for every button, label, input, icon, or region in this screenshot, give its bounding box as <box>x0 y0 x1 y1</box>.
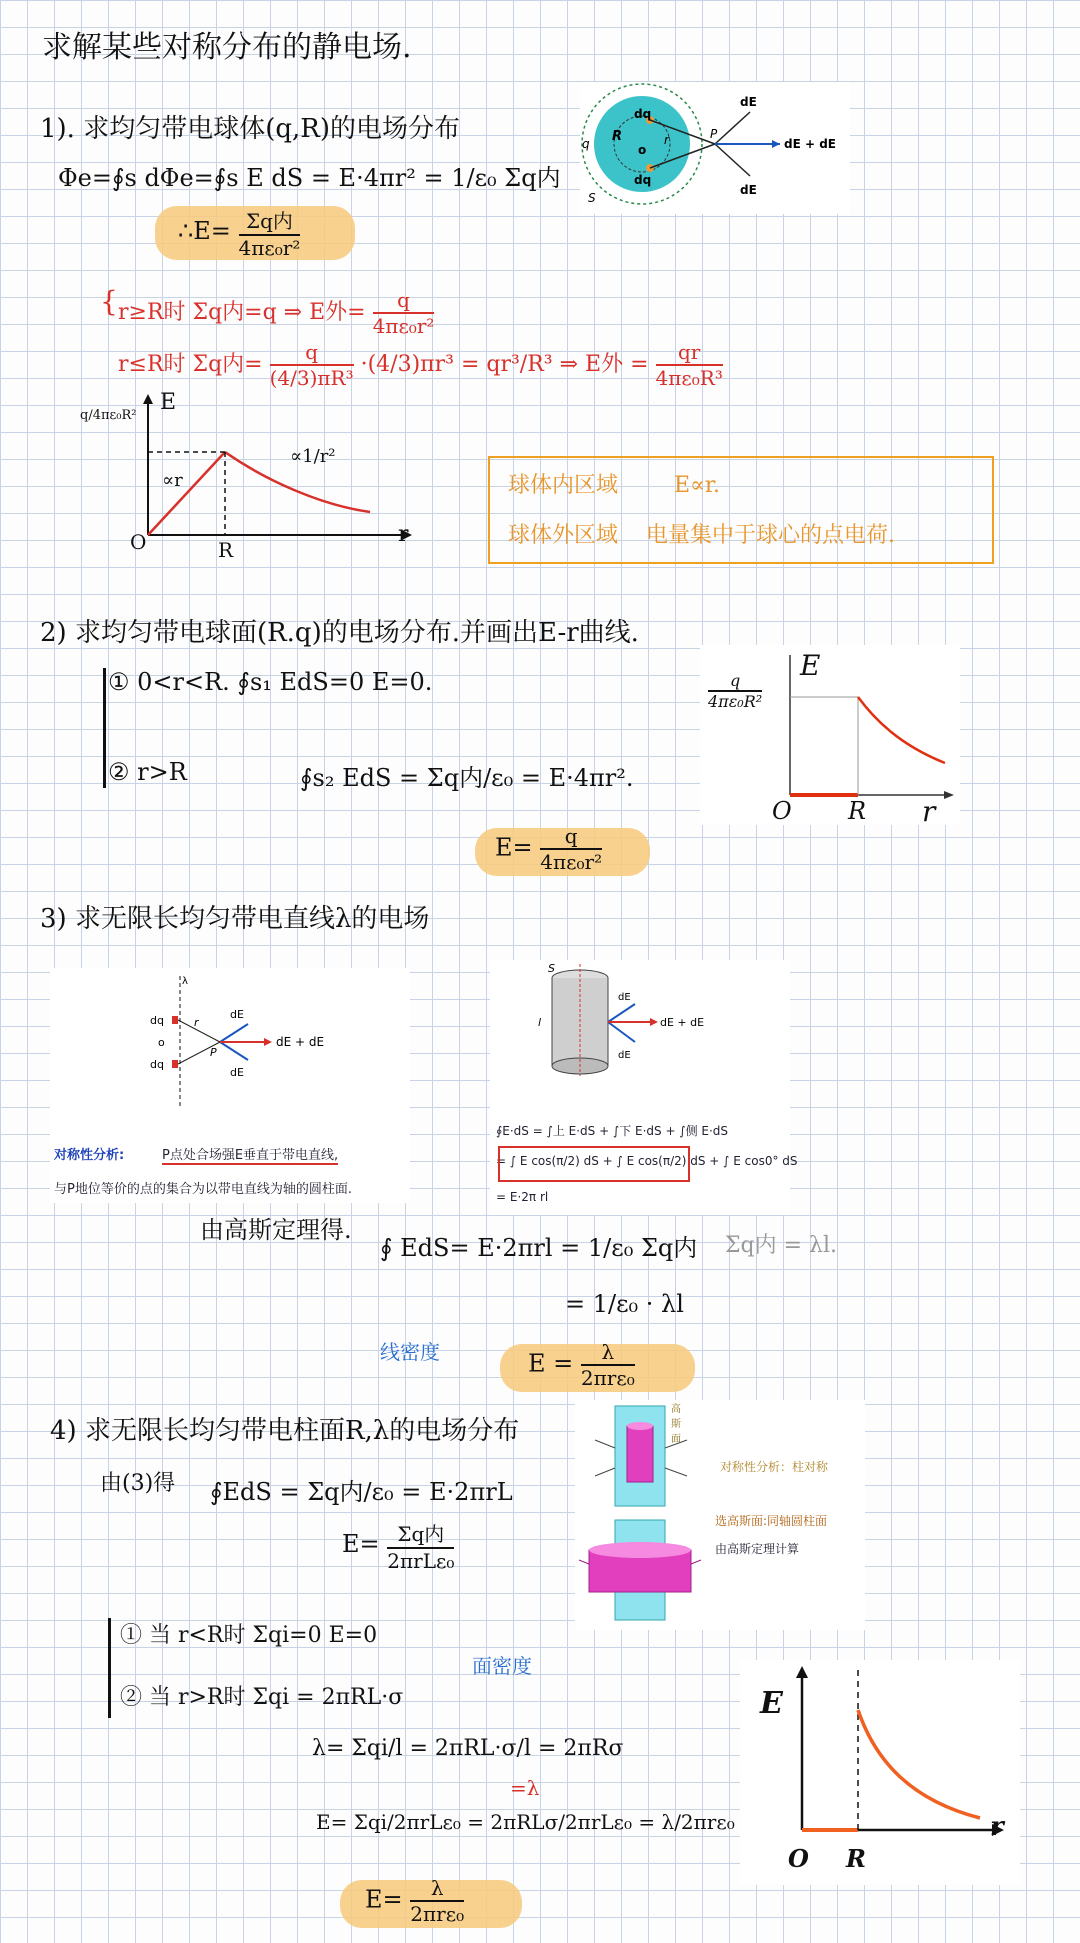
s1-fig-P: P <box>710 127 718 141</box>
s4-brace <box>108 1618 111 1718</box>
s1-heading: 1). 求均匀带电球体(q,R)的电场分布 <box>40 114 460 144</box>
s3-sym-text2: 与P地位等价的点的集合为以带电直线为轴的圆柱面. <box>54 1182 352 1197</box>
s3-fig-dE2: dE <box>230 1066 244 1079</box>
s1-fig-dE1: dE <box>740 95 757 109</box>
s2-graph-r: r <box>922 795 936 828</box>
s4-heading: 4) 求无限长均匀带电柱面R,λ的电场分布 <box>50 1416 520 1446</box>
s1-fig-S: S <box>588 191 596 205</box>
s4-graph <box>740 1660 1020 1885</box>
s3-integral2: = ∫ E cos(π/2) dS + ∫ E cos(π/2) dS + ∫ E cos0° dS <box>496 1154 798 1168</box>
s3-cylinder-figure <box>490 960 798 1215</box>
s4-case1: ① 当 r<R时 Σqi=0 E=0 <box>120 1623 378 1648</box>
s4-graph-r: r <box>990 1812 1004 1842</box>
s2-brace <box>103 668 106 788</box>
s1-fig-dE2: dE <box>740 183 757 197</box>
s3-fig-dE1: dE <box>230 1008 244 1021</box>
s4-calc: 由高斯定理计算 <box>715 1542 800 1556</box>
s3-eq2: = 1/ε₀ · λl <box>565 1290 684 1318</box>
s2-heading: 2) 求均匀带电球面(R.q)的电场分布.并画出E-r曲线. <box>40 618 639 648</box>
s3-heading: 3) 求无限长均匀带电直线λ的电场 <box>40 904 430 934</box>
s1-case-in: r≤R时 Σq内= $\frac{q}{\text{(4/3)πR³}}$ ·(4/3)πr³ = qr³/R³ ⇒ E外 = $\frac{qr}{\text{4πε₀R³}}$ <box>118 340 723 390</box>
s3-fig2-dE1: dE <box>618 992 631 1003</box>
s3-fig-o: o <box>158 1036 165 1049</box>
s3-sym-label: 对称性分析: <box>54 1148 125 1163</box>
s3-integral-box <box>498 1146 690 1182</box>
s3-fig-dq1: dq <box>150 1014 164 1027</box>
s3-fig2-dE2: dE <box>618 1050 631 1061</box>
s4-eq1: ∮EdS = Σq内/ε₀ = E·2πrL <box>210 1478 513 1506</box>
s1-box-line1: 球体内区域 E∝r. <box>508 473 721 498</box>
s1-fig-dEsum: dE + dE <box>784 137 836 151</box>
s1-graph-r: r <box>398 522 409 547</box>
s4-lambda-mark: =λ <box>510 1776 540 1800</box>
s1-fig-dq1: dq <box>634 107 652 121</box>
s1-box-line2: 球体外区域 电量集中于球心的点电荷. <box>508 523 895 548</box>
s1-graph-e: E <box>160 390 177 415</box>
s3-integral3: = E·2π rl <box>496 1190 549 1204</box>
s3-eq-side: Σq内 = λl. <box>725 1233 838 1258</box>
s3-fig-P: P <box>210 1046 217 1059</box>
s3-fig-dq2: dq <box>150 1058 164 1071</box>
s4-e-eq: E= Σqi/2πrLε₀ = 2πRLσ/2πrLε₀ = λ/2πrε₀ <box>316 1810 735 1834</box>
s4-note: 面密度 <box>472 1654 532 1678</box>
s4-fig-tag: 高斯面 <box>671 1404 681 1445</box>
s2-graph-o: O <box>772 797 792 825</box>
s1-brace: { <box>100 285 118 318</box>
s2-graph-e: E <box>800 649 821 682</box>
s1-fig-dq2: dq <box>634 173 652 187</box>
s4-gauss-surface: 选高斯面:同轴圆柱面 <box>715 1514 828 1528</box>
s3-fig-dEsum: dE + dE <box>276 1035 325 1049</box>
s3-integral1: ∮E·dS = ∫上 E·dS + ∫下 E·dS + ∫侧 E·dS <box>496 1124 729 1138</box>
s1-graph-R: R <box>218 538 234 562</box>
s1-fig-q: q <box>582 137 590 151</box>
s2-graph <box>700 645 960 828</box>
s4-from: 由(3)得 <box>100 1471 176 1496</box>
s4-graph-o: O <box>788 1844 809 1873</box>
s1-graph-o: O <box>130 530 147 554</box>
s4-graph-e: E <box>760 1686 783 1721</box>
s3-fig-lambda: λ <box>182 976 188 987</box>
s1-fig-r: r <box>664 133 669 147</box>
s4-result: E= $\frac{\lambda}{\text{2πrε₀}}$ <box>365 1876 465 1926</box>
s3-fig2-dEsum: dE + dE <box>660 1016 705 1029</box>
s4-figure <box>575 1400 865 1630</box>
s3-result: E = $\frac{\lambda}{\text{2πrε₀}}$ <box>528 1340 635 1390</box>
s3-note: 线密度 <box>380 1340 440 1364</box>
s4-lambda-eq: λ= Σqi/l = 2πRL·σ/l = 2πRσ <box>312 1736 624 1761</box>
s1-fig-o: o <box>638 143 647 157</box>
s4-eq2: E= $\frac{\text{Σq内}}{\text{2πrLε₀}}$ <box>342 1518 454 1573</box>
s1-result: ∴E= $\frac{\text{Σq内}}{\text{4πε₀r²}}$ <box>178 205 300 260</box>
s1-graph-in: ∝r <box>162 470 183 491</box>
s1-case-out: r≥R时 Σq内=q ⇒ E外= $\frac{q}{\text{4πε₀r²}}$ <box>118 288 435 338</box>
s1-graph-out: ∝1/r² <box>290 446 336 467</box>
s1-sphere-figure <box>580 82 850 214</box>
s3-line-figure <box>50 968 410 1203</box>
s3-gauss-text: 由高斯定理得. <box>200 1216 352 1244</box>
s1-gauss-eq: Φe=∮s dΦe=∮s E dS = E·4πr² = 1/ε₀ Σq内 <box>58 164 561 192</box>
s3-sym-text: P点处合场强E垂直于带电直线, <box>162 1144 338 1165</box>
s1-graph-ylabel: q/4πε₀R² <box>80 408 137 423</box>
s2-result: E= $\frac{q}{\text{4πε₀r²}}$ <box>495 824 603 874</box>
s1-graph <box>80 390 420 570</box>
s2-graph-ylabel: $\frac{q}{\text{4πε₀R²}}$ <box>708 671 763 711</box>
s3-fig-r: r <box>194 1016 199 1029</box>
page-title: 求解某些对称分布的静电场. <box>42 30 412 65</box>
s3-fig-S: S <box>548 962 555 975</box>
s3-fig-l: l <box>538 1016 542 1029</box>
s1-fig-R: R <box>612 129 623 144</box>
s2-case2-eq: ∮s₂ EdS = Σq内/ε₀ = E·4πr². <box>300 764 634 792</box>
s4-graph-R: R <box>846 1844 866 1873</box>
s2-graph-R: R <box>848 797 867 825</box>
s2-case1: ① 0<r<R. ∮s₁ EdS=0 E=0. <box>108 668 433 696</box>
s3-eq1: ∮ EdS= E·2πrl = 1/ε₀ Σq内 <box>380 1234 698 1262</box>
s4-case2: ② 当 r>R时 Σqi = 2πRL·σ <box>120 1685 404 1710</box>
s2-case2: ② r>R <box>108 758 187 786</box>
s4-sym: 对称性分析：柱对称 <box>720 1460 829 1474</box>
